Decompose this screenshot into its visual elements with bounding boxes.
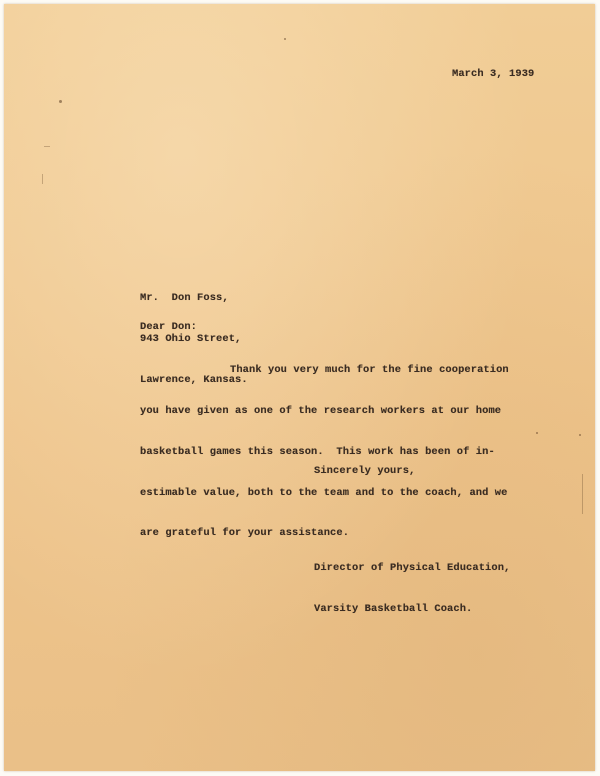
- paper-speck: [284, 38, 286, 40]
- paper-mark: [582, 474, 583, 514]
- body-line: you have given as one of the research workers at our home: [140, 404, 502, 417]
- body-line: basketball games this season. This work has been of in-: [140, 445, 495, 458]
- body-line: Thank you very much for the fine cooperation: [230, 364, 509, 377]
- signature-line: Director of Physical Education,: [314, 562, 511, 575]
- signature-line: Varsity Basketball Coach.: [314, 602, 473, 615]
- paper-mark: [44, 146, 50, 147]
- paper-speck: [579, 434, 581, 436]
- paper-speck: [59, 100, 62, 103]
- signature-block: [314, 535, 510, 644]
- salutation: Dear Don:: [140, 321, 198, 333]
- address-line: Mr. Don Foss,: [140, 292, 229, 305]
- address-line: Lawrence, Kansas.: [140, 373, 248, 386]
- letter-paper: [4, 4, 595, 771]
- letter-body: [140, 337, 509, 568]
- complimentary-closing: Sincerely yours,: [314, 465, 416, 477]
- body-line: are grateful for your assistance.: [140, 527, 350, 540]
- paper-speck: [536, 432, 538, 434]
- body-line: estimable value, both to the team and to the coach, and we: [140, 486, 508, 499]
- paper-mark: [42, 174, 43, 184]
- letter-date: March 3, 1939: [452, 68, 535, 80]
- address-line: 943 Ohio Street,: [140, 332, 242, 345]
